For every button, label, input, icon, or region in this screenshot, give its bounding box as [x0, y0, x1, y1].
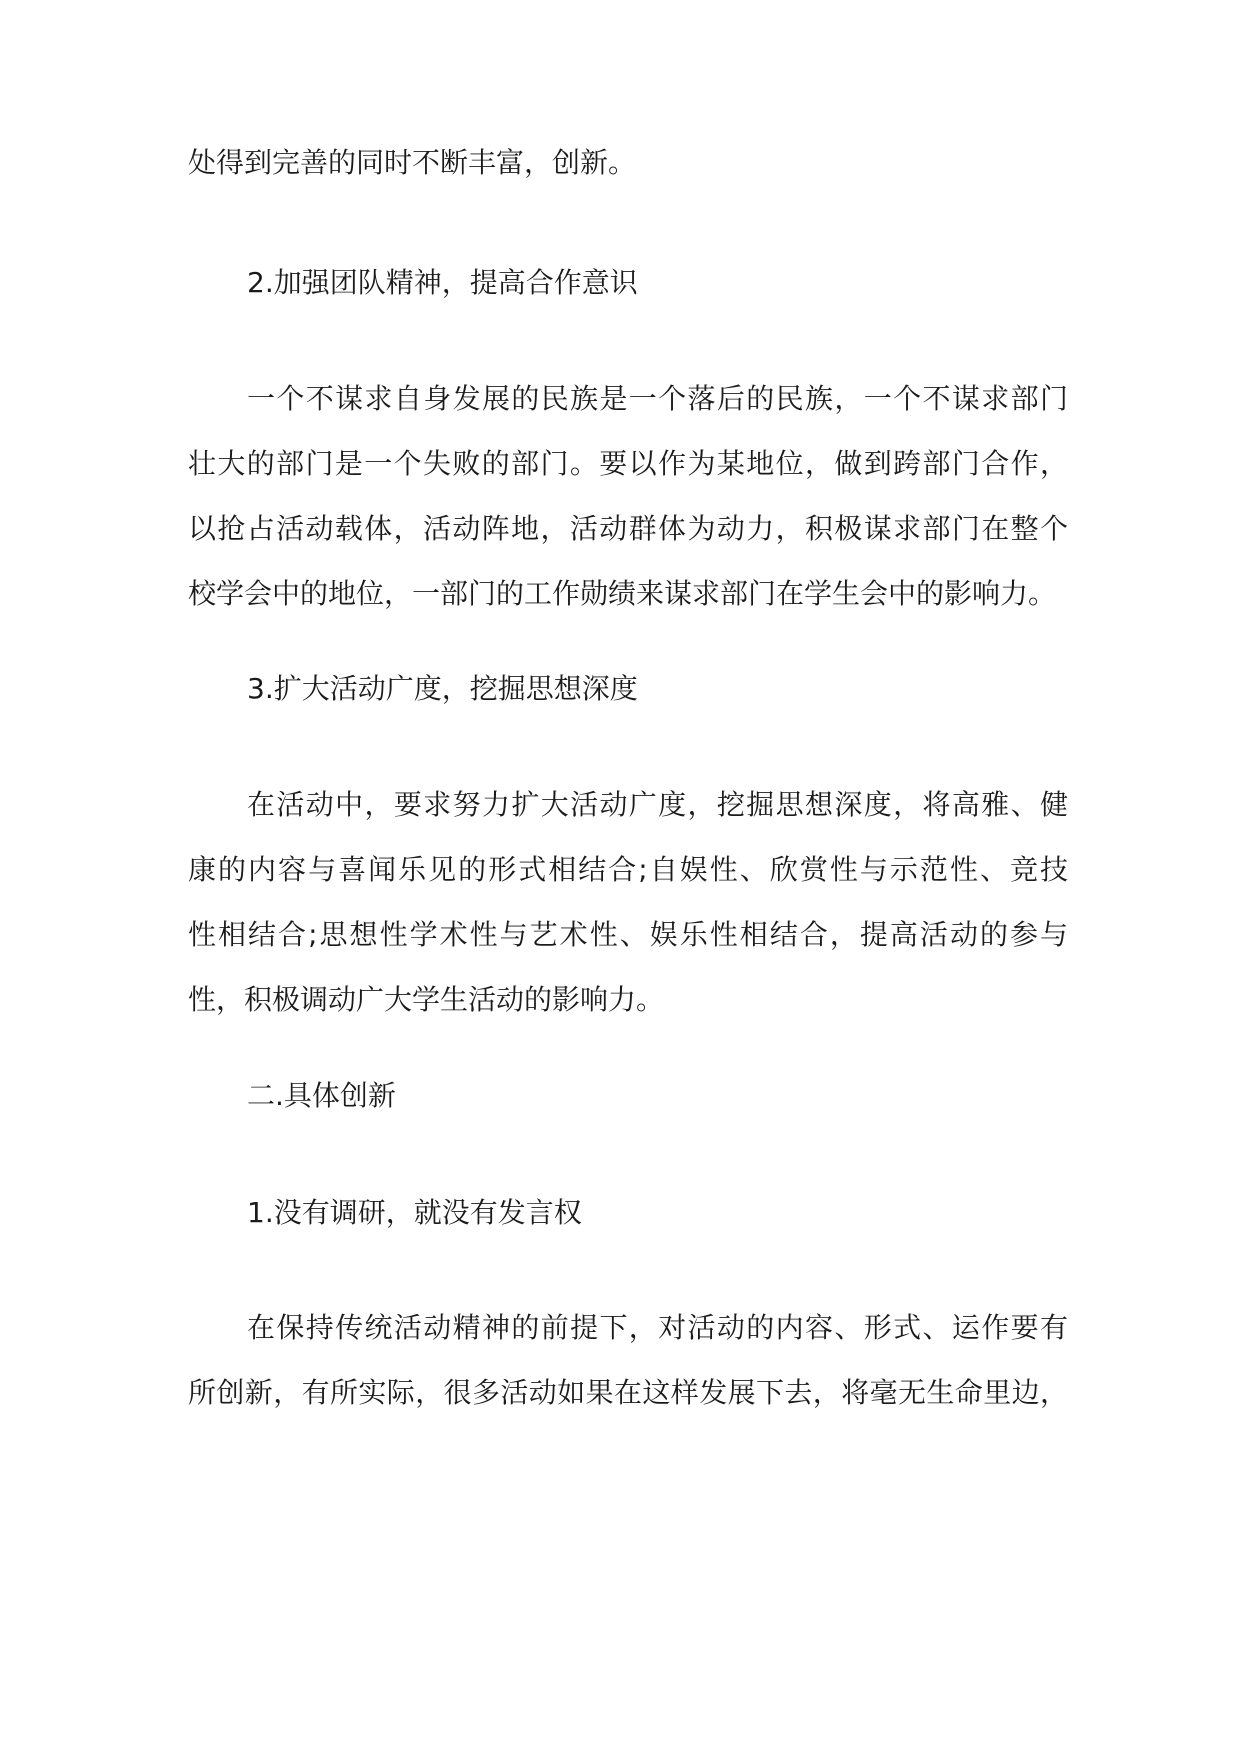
paragraph-continuation [188, 130, 1068, 195]
text-line: 以抢占活动载体，活动阵地，活动群体为动力，积极谋求部门在整个 [188, 512, 1068, 545]
text-line: 校学会中的地位，一部门的工作勋绩来谋求部门在学生会中的影响力。 [188, 577, 1057, 610]
heading-text: 2.加强团队精神，提高合作意识 [247, 266, 638, 299]
text-line: 壮大的部门是一个失败的部门。要以作为某地位，做到跨部门合作， [188, 447, 1068, 480]
body-paragraph [188, 1295, 1068, 1425]
body-paragraph [188, 366, 1068, 626]
text-line: 在保持传统活动精神的前提下，对活动的内容、形式、运作要有 [247, 1311, 1068, 1344]
text-line: 康的内容与喜闻乐见的形式相结合;自娱性、欣赏性与示范性、竞技 [188, 853, 1068, 886]
section-heading [188, 656, 1068, 721]
body-paragraph [188, 772, 1068, 1032]
heading-text: 3.扩大活动广度，挖掘思想深度 [247, 672, 638, 705]
text-line: 处得到完善的同时不断丰富，创新。 [188, 146, 637, 179]
text-line: 在活动中，要求努力扩大活动广度，挖掘思想深度，将高雅、健 [247, 788, 1068, 821]
section-heading [188, 250, 1068, 315]
text-line: 性，积极调动广大学生活动的影响力。 [188, 983, 665, 1016]
heading-text: 1.没有调研，就没有发言权 [247, 1196, 582, 1229]
section-heading [188, 1063, 1068, 1128]
text-line: 性相结合;思想性学术性与艺术性、娱乐性相结合，提高活动的参与 [188, 918, 1068, 951]
text-line: 一个不谋求自身发展的民族是一个落后的民族，一个不谋求部门 [247, 382, 1068, 415]
section-heading [188, 1180, 1068, 1245]
heading-text: 二.具体创新 [247, 1079, 396, 1112]
text-line: 所创新，有所实际，很多活动如果在这样发展下去，将毫无生命里边， [188, 1376, 1068, 1409]
